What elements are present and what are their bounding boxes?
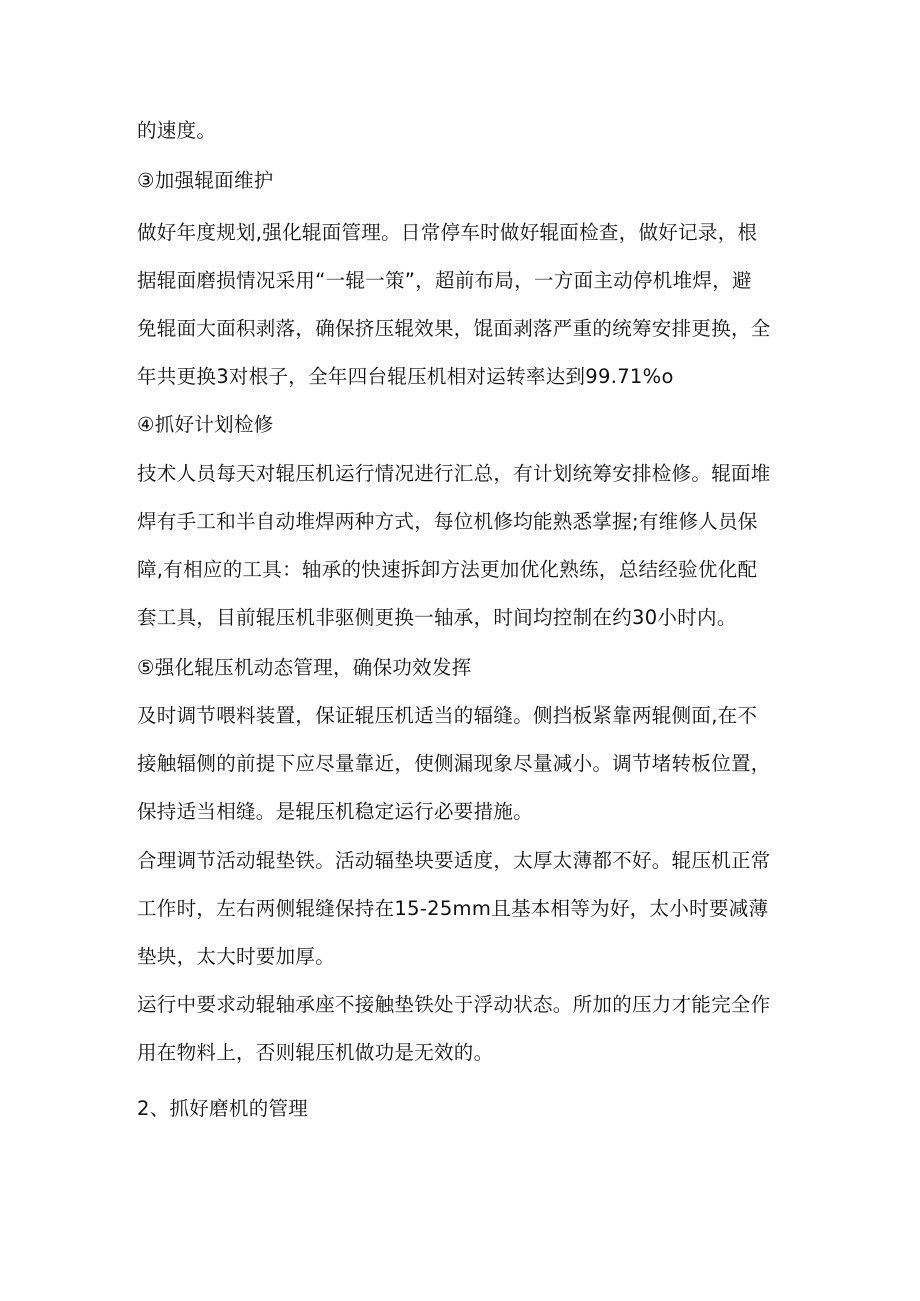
section-heading: ④抓好计划检修 [137, 413, 274, 436]
text-line: 据辊面磨损情况采用“一辊一策”，超前布局，一方面主动停机堆焊，避 [137, 269, 752, 292]
text-line: 用在物料上，否则辊压机做功是无效的。 [137, 1041, 494, 1064]
text-line: 工作时，左右两侧辊缝保持在15-25mm且基本相等为好，太小时要减薄 [137, 897, 769, 920]
text-line: 保持适当相缝。是辊压机稳定运行必要措施。 [137, 800, 534, 823]
section-heading: ⑤强化辊压机动态管理，确保功效发挥 [137, 656, 472, 679]
text-line: 年共更换3对根子，全年四台辊压机相对运转率达到99.71%o [137, 365, 674, 388]
text-line: 及时调节喂料装置，保证辊压机适当的辐缝。侧挡板紧靠两辊侧面,在不 [137, 704, 758, 727]
text-line: 焊有手工和半自动堆焊两种方式，每位机修均能熟悉掌握;有维修人员保 [137, 510, 758, 533]
section-heading: ③加强辊面维护 [137, 169, 274, 192]
text-line: 接触辐侧的前提下应尽量靠近，使侧漏现象尽量减小。调节堵转板位置， [137, 752, 771, 775]
text-line: 做好年度规划,强化辊面管理。日常停车时做好辊面检查，做好记录，根 [137, 221, 758, 244]
text-line: 合理调节活动辊垫铁。活动辐垫块要适度，太厚太薄都不好。辊压机正常 [137, 849, 771, 872]
text-line: 运行中要求动辊轴承座不接触垫铁处于浮动状态。所加的压力才能完全作 [137, 993, 771, 1016]
text-line: 套工具，目前辊压机非驱侧更换一轴承，时间均控制在约30小时内。 [137, 606, 737, 629]
text-line: 技术人员每天对辊压机运行情况进行汇总，有计划统筹安排检修。辊面堆 [137, 462, 771, 485]
text-line: 的速度。 [137, 119, 217, 142]
text-line: 垫块，太大时要加厚。 [137, 945, 336, 968]
text-line: 免辊面大面积剥落，确保挤压辊效果，馄面剥落严重的统筹安排更换，全 [137, 317, 771, 340]
text-line: 障,有相应的工具：轴承的快速拆卸方法更加优化熟练，总结经验优化配 [137, 558, 758, 581]
section-heading: 2、抓好磨机的管理 [137, 1097, 309, 1120]
